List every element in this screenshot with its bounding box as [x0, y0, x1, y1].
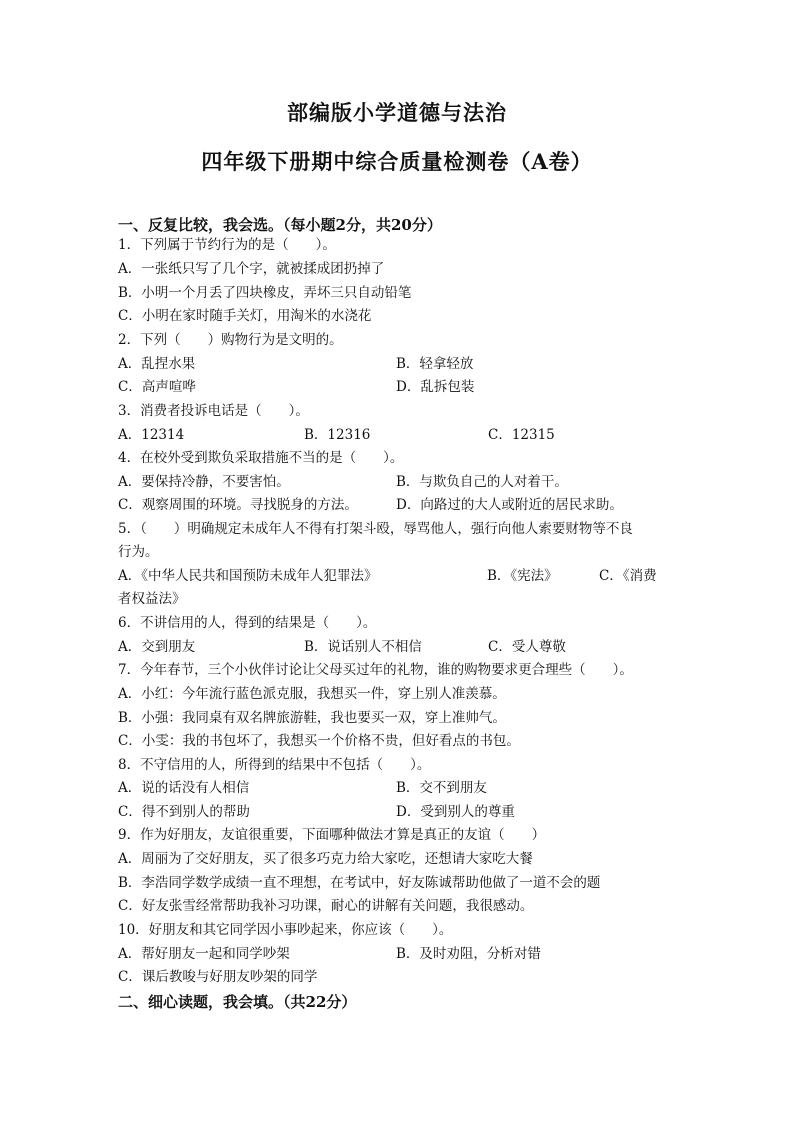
option: A．帮好朋友一起和同学吵架 [118, 946, 290, 962]
question-stem: 6．不讲信用的人，得到的结果是（ ）。 [118, 615, 377, 631]
exam-title: 部编版小学道德与法治 [287, 100, 507, 125]
section-heading: 一、反复比较，我会选。（每小题2分，共20分） [118, 216, 442, 234]
option: C．课后教唆与好朋友吵架的同学 [118, 969, 318, 985]
question-stem-continued: 行为。 [118, 544, 159, 560]
option: D．向路过的大人或附近的居民求助。 [396, 497, 623, 513]
question-stem: 10．好朋友和其它同学因小事吵起来，你应该（ ）。 [118, 922, 453, 938]
option: C．《消费 [599, 568, 657, 584]
option-continued: 者权益法》 [118, 591, 186, 607]
option: C．小雯：我的书包坏了，我想买一个价格不贵，但好看点的书包。 [118, 733, 520, 749]
option: C．小明在家时随手关灯，用淘米的水浇花 [118, 308, 372, 324]
option: A．乱捏水果 [118, 356, 196, 372]
option: A．周丽为了交好朋友，买了很多巧克力给大家吃，还想请大家吃大餐 [118, 851, 533, 867]
option: B．轻拿轻放 [396, 356, 474, 372]
option: A．一张纸只写了几个字，就被揉成团扔掉了 [118, 261, 385, 277]
question-stem: 2．下列（ ）购物行为是文明的。 [118, 332, 343, 348]
question-stem: 8．不守信用的人，所得到的结果中不包括（ ）。 [118, 757, 431, 773]
option: B．12316 [304, 427, 371, 443]
option: A．小红：今年流行蓝色派克服，我想买一件，穿上别人准羡慕。 [118, 686, 506, 702]
option: C．受人尊敬 [488, 639, 566, 655]
question-stem: 7．今年春节，三个小伙伴讨论让父母买过年的礼物，谁的购物要求更合理些（ ）。 [118, 662, 633, 678]
exam-subtitle: 四年级下册期中综合质量检测卷（A卷） [201, 149, 593, 174]
option: C．高声喧哗 [118, 379, 196, 395]
option: A．说的话没有人相信 [118, 780, 250, 796]
question-stem: 4．在校外受到欺负采取措施不当的是（ ）。 [118, 450, 404, 466]
option: C．12315 [488, 427, 555, 443]
option: B．与欺负自己的人对着干。 [396, 474, 568, 490]
question-stem: 3．消费者投诉电话是（ ）。 [118, 403, 309, 419]
question-stem: 1．下列属于节约行为的是（ ）。 [118, 237, 336, 253]
option: B．及时劝阻，分析对错 [396, 946, 541, 962]
option: A．《中华人民共和国预防未成年人犯罪法》 [118, 568, 378, 584]
option: B．交不到朋友 [396, 780, 487, 796]
option: D．乱拆包装 [396, 379, 475, 395]
option: A．要保持冷静，不要害怕。 [118, 474, 290, 490]
option: B．李浩同学数学成绩一直不理想，在考试中，好友陈诚帮助他做了一道不会的题 [118, 875, 601, 891]
option: D．受到别人的尊重 [396, 804, 515, 820]
question-stem: 9．作为好朋友，友谊很重要，下面哪种做法才算是真正的友谊（ ） [118, 827, 546, 843]
option: C．得不到别人的帮助 [118, 804, 250, 820]
option: A．交到朋友 [118, 639, 196, 655]
question-stem: 5．（ ）明确规定未成年人不得有打架斗殴，辱骂他人，强行向他人索要财物等不良 [118, 521, 633, 537]
option: B．《宪法》 [487, 568, 558, 584]
option: B．小强：我同桌有双名牌旅游鞋，我也要买一双，穿上准帅气。 [118, 710, 506, 726]
option: B．小明一个月丢了四块橡皮，弄坏三只自动铅笔 [118, 285, 412, 301]
option: C．观察周围的环境。寻找脱身的方法。 [118, 497, 358, 513]
option: C．好友张雪经常帮助我补习功课，耐心的讲解有关问题，我很感动。 [118, 898, 534, 914]
option: A．12314 [118, 427, 185, 443]
section-heading: 二、细心读题，我会填。（共22分） [118, 993, 357, 1011]
option: B．说话别人不相信 [304, 639, 422, 655]
